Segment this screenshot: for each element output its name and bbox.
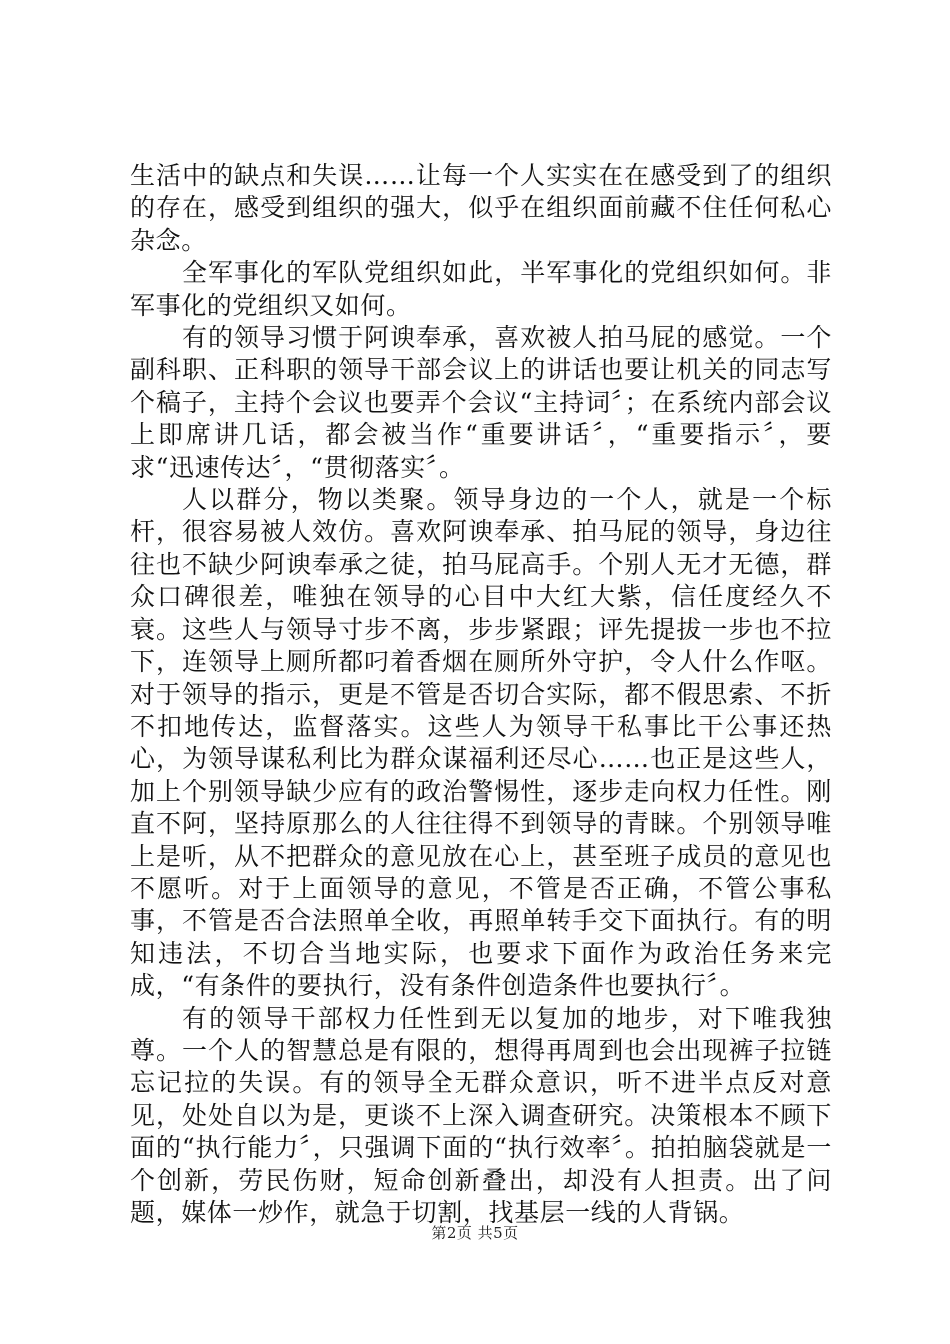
paragraph-1: 生活中的缺点和失误……让每一个人实实在在感受到了的组织的存在，感受到组织的强大，似乎在组织面前藏不住任何私心杂念。 bbox=[130, 161, 832, 255]
document-body bbox=[130, 160, 832, 1229]
paragraph-4: 人以群分，物以类聚。领导身边的一个人，就是一个标杆，很容易被人效仿。喜欢阿谀奉承、拍马屁的领导，身边往往也不缺少阿谀奉承之徒，拍马屁高手。个别人无才无德，群众口碑很差，唯独在领导的心目中大红大紫，信任度经久不衰。这些人与领导寸步不离，步步紧跟；评先提拔一步也不拉下，连领导上厕所都叼着香烟在厕所外守护，令人什么作呕。对于领导的指示，更是不管是否切合实际，都不假思索、不折不扣地传达，监督落实。这些人为领导干私事比干公事还热心，为领导谋私利比为群众谋福利还尽心……也正是这些人，加上个别领导缺少应有的政治警惕性，逐步走向权力任性。刚直不阿，坚持原那么的人往往得不到领导的青睐。个别领导唯上是听，从不把群众的意见放在心上，甚至班子成员的意见也不愿听。对于上面领导的意见，不管是否正确，不管公事私事，不管是否合法照单全收，再照单转手交下面执行。有的明知违法，不切合当地实际，也要求下面作为政治任务来完成，“有条件的要执行，没有条件创造条件也要执行〞。 bbox=[130, 485, 832, 1001]
paragraph-5: 有的领导干部权力任性到无以复加的地步，对下唯我独尊。一个人的智慧总是有限的，想得再周到也会出现裤子拉链忘记拉的失误。有的领导全无群众意识，听不进半点反对意见，处处自以为是，更谈不上深入调查研究。决策根本不顾下面的“执行能力〞，只强调下面的“执行效率〞。拍拍脑袋就是一个创新，劳民伤财，短命创新叠出，却没有人担责。出了问题，媒体一炒作，就急于切割，找基层一线的人背锅。 bbox=[130, 1003, 832, 1227]
page-number-footer: 第2页 共5页 bbox=[431, 1224, 519, 1242]
paragraph-2: 全军事化的军队党组织如此，半军事化的党组织如何。非军事化的党组织又如何。 bbox=[130, 258, 832, 320]
paragraph-3: 有的领导习惯于阿谀奉承，喜欢被人拍马屁的感觉。一个副科职、正科职的领导干部会议上的讲话也要让机关的同志写个稿子，主持个会议也要弄个会议“主持词〞；在系统内部会议上即席讲几话，都会被当作“重要讲话〞，“重要指示〞，要求“迅速传达〞，“贯彻落实〞。 bbox=[130, 323, 832, 482]
